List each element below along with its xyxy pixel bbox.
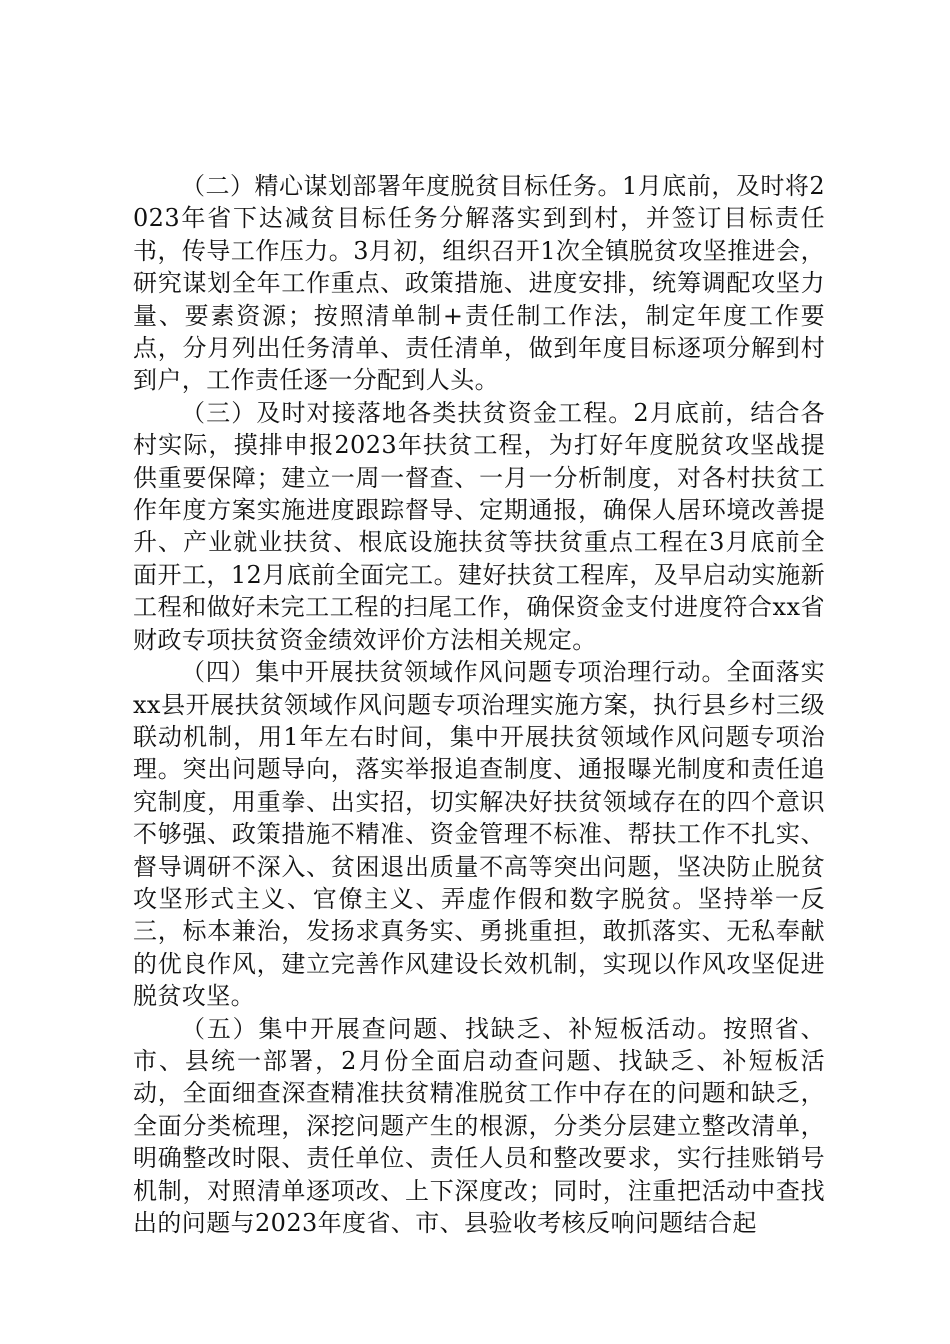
paragraph-funding-projects: （三）及时对接落地各类扶贫资金工程。2月底前，结合各村实际，摸排申报2023年扶贫工程，为打好年度脱贫攻坚战提供重要保障；建立一周一督查、一月一分析制度，对各村扶贫工作年度方案实施进度跟踪督导、定期通报，确保人居环境改善提升、产业就业扶贫、根底设施扶贫等扶贫重点工程在3月底前全面开工，12月底前全面完工。建好扶贫工程库，及早启动实施新工程和做好未完工工程的扫尾工作，确保资金支付进度符合xx省财政专项扶贫资金绩效评价方法相关规定。 xyxy=(133,398,825,654)
paragraph-problem-finding-campaign: （五）集中开展查问题、找缺乏、补短板活动。按照省、市、县统一部署，2月份全面启动查问题、找缺乏、补短板活动，全面细查深查精准扶贫精准脱贫工作中存在的问题和缺乏，全面分类梳理，深挖问题产生的根源，分类分层建立整改清单，明确整改时限、责任单位、责任人员和整改要求，实行挂账销号机制，对照清单逐项改、上下深度改；同时，注重把活动中查找出的问题与2023年度省、市、县验收考核反响问题结合起 xyxy=(133,1014,825,1237)
paragraph-work-style-rectification: （四）集中开展扶贫领域作风问题专项治理行动。全面落实xx县开展扶贫领域作风问题专项治理实施方案，执行县乡村三级联动机制，用1年左右时间，集中开展扶贫领域作风问题专项治理。突出问题导向，落实举报追查制度、通报曝光制度和责任追究制度，用重拳、出实招，切实解决好扶贫领域存在的四个意识不够强、政策措施不精准、资金管理不标准、帮扶工作不扎实、督导调研不深入、贫困退出质量不高等突出问题，坚决防止脱贫攻坚形式主义、官僚主义、弄虚作假和数字脱贫。坚持举一反三，标本兼治，发扬求真务实、勇挑重担，敢抓落实、无私奉献的优良作风，建立完善作风建设长效机制，实现以作风攻坚促进脱贫攻坚。 xyxy=(133,658,825,1011)
paragraph-task-planning: （二）精心谋划部署年度脱贫目标任务。1月底前，及时将2023年省下达减贫目标任务分解落实到到村，并签订目标责任书，传导工作压力。3月初，组织召开1次全镇脱贫攻坚推进会，研究谋划全年工作重点、政策措施、进度安排，统筹调配攻坚力量、要素资源；按照清单制+责任制工作法，制定年度工作要点，分月列出任务清单、责任清单，做到年度目标逐项分解到村到户，工作责任逐一分配到人头。 xyxy=(133,172,825,395)
document-body xyxy=(133,170,825,1239)
